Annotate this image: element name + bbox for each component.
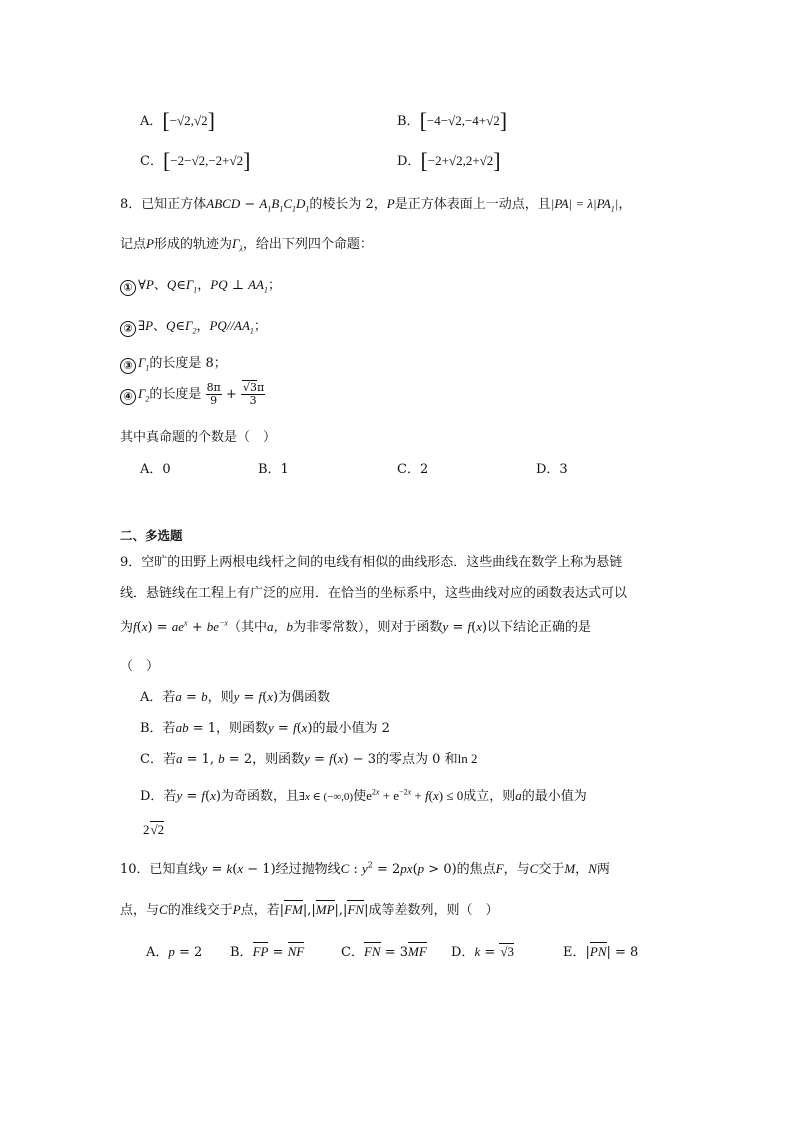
q9-line2: 线．悬链线在工程上有广泛的应用．在恰当的坐标系中，这些曲线对应的函数表达式可以	[120, 586, 628, 601]
q9-option-b[interactable]: B．若ab = 1，则函数y = f(x)的最小值为 2	[140, 720, 390, 736]
q9-paren: （ ）	[120, 659, 160, 674]
q7-option-c[interactable]: C．[−2−√2,−2+√2]	[140, 148, 251, 173]
q8-proposition-1: ① ∀P、$Q\in\Gamma_1$，PQ ⊥ $AA_1$；	[120, 274, 281, 296]
q8-option-c[interactable]: C．2	[397, 462, 429, 477]
q10-option-e[interactable]: E．|PN| = 8	[563, 944, 639, 960]
section-heading: 二、多选题	[120, 528, 183, 543]
q9-option-a[interactable]: A．若a = b，则y = f(x)为偶函数	[140, 689, 331, 705]
q10-line1: 10．已知直线y = k(x − 1)经过抛物线C : $y^2 = 2px(p > 0)$的焦点F，与C交于M，N两	[120, 860, 610, 877]
q8-option-b[interactable]: B．1	[258, 462, 289, 477]
q8-line2: 记点P形成的轨迹为$\Gamma_\lambda$，给出下列四个命题：	[120, 236, 373, 254]
q8-proposition-4: ④ $\Gamma_2$的长度是 $\frac{8\pi}{9}$ + $\frac{√3\pi}{3}$	[120, 382, 265, 407]
q10-option-b[interactable]: B．FP = NF	[230, 944, 305, 960]
q10-option-a[interactable]: A．p = 2	[146, 944, 203, 960]
q9-line3: 为$f(x) = ae^x + be^{-x}$（其中a，b为非零常数），则对于函数y = f(x)以下结论正确的是	[120, 618, 592, 635]
fraction-8pi-9: $\frac{8\pi}{9}$	[206, 381, 221, 407]
q9-option-d-answer: 2√2	[143, 822, 165, 837]
q8-proposition-3: ③ $\Gamma_1$的长度是 8；	[120, 352, 227, 374]
q8-line1: 8．已知正方体ABCD − $A_1B_1C_1D_1$的棱长为 2，P是正方体表面上一动点，且$|PA| = \lambda|PA_1|$，	[120, 196, 632, 214]
q7-option-a[interactable]: A．[−√2,√2]	[140, 108, 215, 133]
q9-option-d[interactable]: D．若y = f(x)为奇函数，且∃x ∈ (−∞,0)使$e^{2x} + e^{-2x} + f(x) \le 0$成立，则a的最小值为	[140, 787, 587, 804]
q8-question: 其中真命题的个数是（ ）	[120, 430, 277, 445]
q7-option-b[interactable]: B．[−4−√2,−4+√2]	[397, 108, 508, 133]
q10-option-c[interactable]: C．FN = 3MF	[341, 944, 427, 960]
q9-line1: 9．空旷的田野上两根电线杆之间的电线有相似的曲线形态．这些曲线在数学上称为悬链	[120, 555, 623, 570]
q10-option-d[interactable]: D．k = √3	[451, 944, 515, 960]
q9-option-c[interactable]: C．若a = 1, b = 2，则函数y = f(x) − 3的零点为 0 和ln 2	[140, 751, 478, 767]
q8-option-d[interactable]: D．3	[536, 462, 568, 477]
q8-option-a[interactable]: A．0	[140, 462, 171, 477]
q7-option-d[interactable]: D．[−2+√2,2+√2]	[397, 148, 501, 173]
q8-proposition-2: ② ∃P、$Q\in\Gamma_2$，$PQ//AA_1$；	[120, 315, 267, 337]
fraction-sqrt3pi-3: $\frac{√3\pi}{3}$	[242, 381, 265, 407]
q10-line2: 点，与C的准线交于P点，若|FM|,|MP|,|FN|成等差数列，则（ ）	[120, 902, 499, 918]
